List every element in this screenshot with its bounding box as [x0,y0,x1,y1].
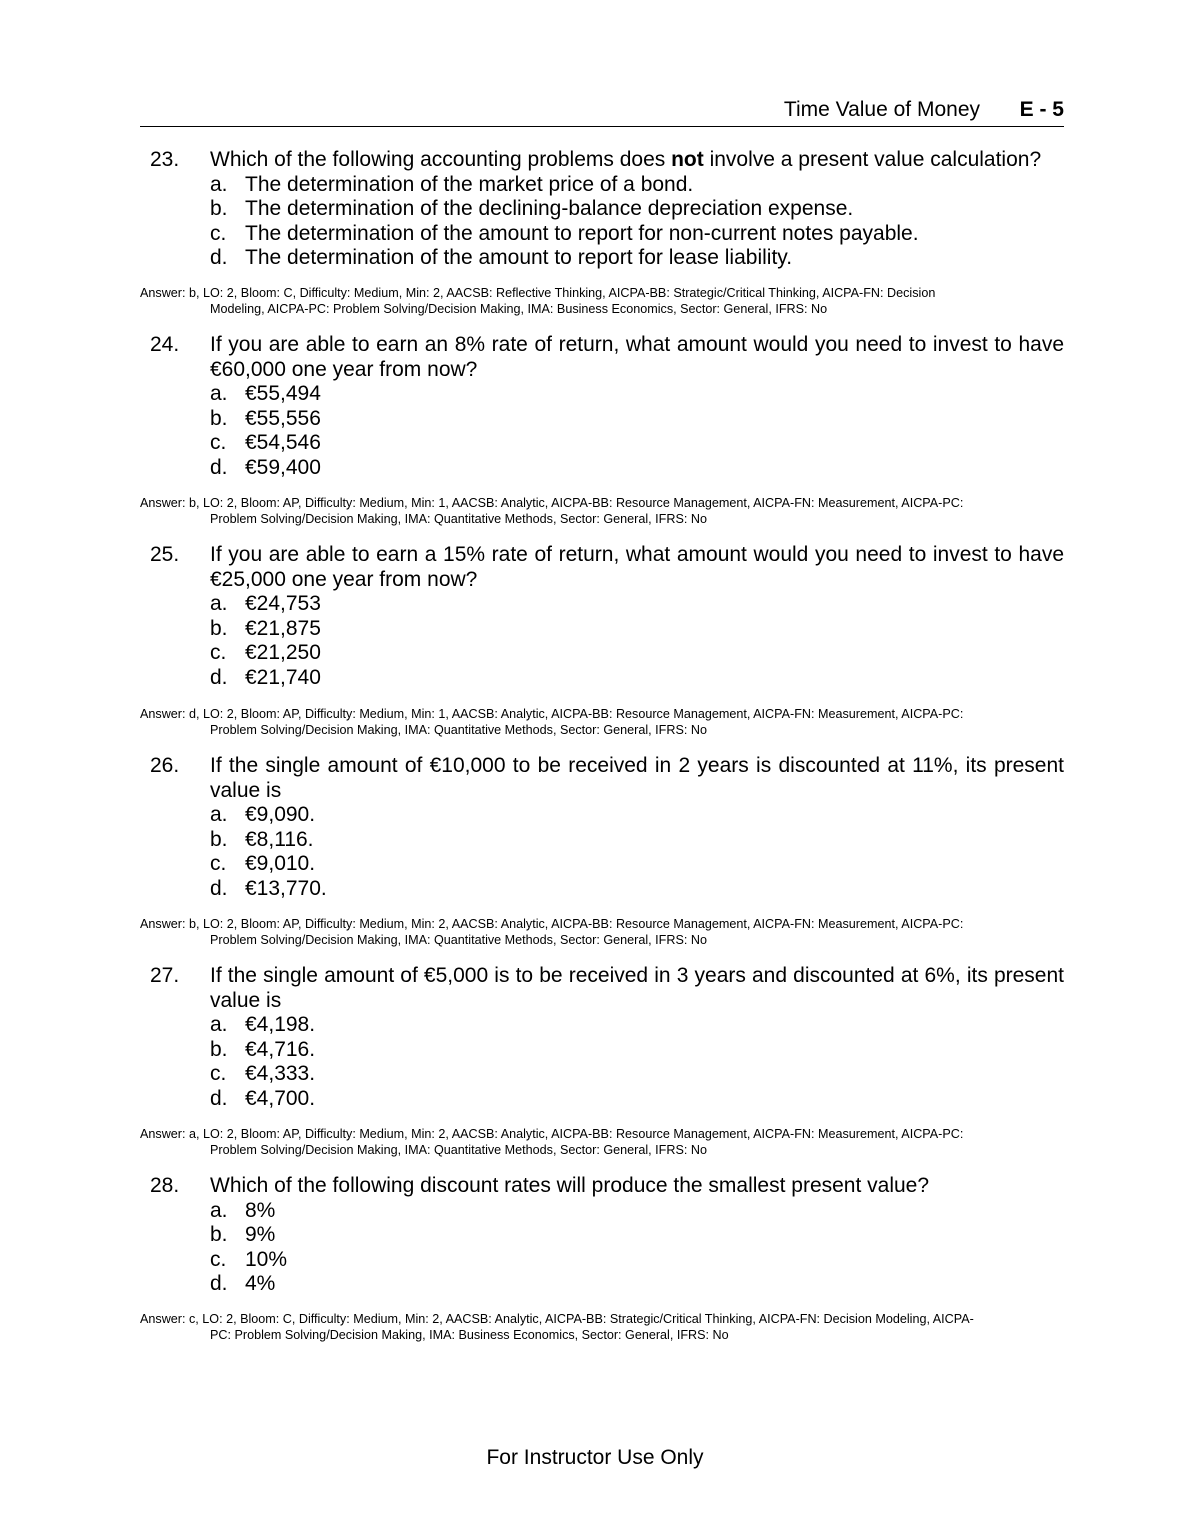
question-text: If the single amount of €5,000 is to be received in 3 years and discounted at 6%, its present value is [210,964,1064,1012]
option-c: c. The determination of the amount to report for non-current notes payable. [210,221,919,245]
option-b: b. The determination of the declining-balance depreciation expense. [210,197,854,221]
option-c: c. €9,010. [210,852,316,876]
header-title: Time Value of Money [783,98,980,121]
question-text: Which of the following accounting problems does not involve a present value calculation? [210,148,1042,171]
question-number: 23. [150,148,180,171]
question-23 [140,148,1064,271]
option-b: b. €8,116. [210,827,314,851]
answer-meta: Answer: b, LO: 2, Bloom: AP, Difficulty: Medium, Min: 2, AACSB: Analytic, AICPA-BB: Resource Management, AICPA-FN: Measurement, AICPA-PC: Problem Solving/Decision Making, IMA: Quantitative Methods, Sector: General, IFRS: No [140,917,964,947]
page-number: E - 5 [1019,98,1064,121]
option-d: d. €4,700. [210,1086,316,1110]
option-d: d. €13,770. [210,876,327,900]
question-number: 27. [150,964,180,987]
question-number: 28. [150,1174,180,1197]
option-a: a. 8% [210,1198,276,1222]
question-number: 24. [150,333,180,356]
question-27 [140,964,1064,1112]
option-c: c. €4,333. [210,1062,316,1086]
question-28 [140,1174,1064,1297]
option-b: b. 9% [210,1223,276,1247]
option-a: a. The determination of the market price of a bond. [210,172,694,196]
answer-meta: Answer: b, LO: 2, Bloom: C, Difficulty: Medium, Min: 2, AACSB: Reflective Thinking, AICPA-BB: Strategic/Critical Thinking, AICPA-FN: Decision Modeling, AICPA-PC: Problem Solving/Decision Making, IMA: Business Economics, Sector: General, IFRS: No [140,286,936,316]
answer-meta: Answer: b, LO: 2, Bloom: AP, Difficulty: Medium, Min: 1, AACSB: Analytic, AICPA-BB: Resource Management, AICPA-FN: Measurement, AICPA-PC: Problem Solving/Decision Making, IMA: Quantitative Methods, Sector: General, IFRS: No [140,496,964,526]
question-24 [140,333,1064,481]
option-b: b. €4,716. [210,1037,316,1061]
option-a: a. €4,198. [210,1013,316,1037]
option-d: d. The determination of the amount to report for lease liability. [210,246,793,270]
question-number: 26. [150,754,180,777]
option-d: d. 4% [210,1272,276,1296]
option-a: a. €55,494 [210,382,321,406]
option-c: c. 10% [210,1247,288,1271]
option-d: d. €59,400 [210,455,321,479]
question-text: Which of the following discount rates will produce the smallest present value? [210,1174,930,1197]
option-a: a. €24,753 [210,592,321,616]
answer-meta: Answer: d, LO: 2, Bloom: AP, Difficulty: Medium, Min: 1, AACSB: Analytic, AICPA-BB: Resource Management, AICPA-FN: Measurement, AICPA-PC: Problem Solving/Decision Making, IMA: Quantitative Methods, Sector: General, IFRS: No [140,707,964,737]
question-text: If you are able to earn an 8% rate of return, what amount would you need to invest to have €60,000 one year from now? [210,333,1064,381]
answer-meta: Answer: c, LO: 2, Bloom: C, Difficulty: Medium, Min: 2, AACSB: Analytic, AICPA-BB: Strategic/Critical Thinking, AICPA-FN: Decision Modeling, AICPA- PC: Problem Solving/Decision Making, IMA: Business Economics, Sector: General, IFRS: No [140,1312,974,1342]
question-text: If the single amount of €10,000 to be received in 2 years is discounted at 11%, its present value is [210,754,1064,802]
question-number: 25. [150,543,180,566]
option-b: b. €55,556 [210,406,321,430]
question-25 [140,543,1064,691]
page-footer: For Instructor Use Only [486,1446,704,1469]
question-text: If you are able to earn a 15% rate of return, what amount would you need to invest to have €25,000 one year from now? [210,543,1064,591]
option-a: a. €9,090. [210,803,316,827]
option-c: c. €54,546 [210,431,321,455]
option-d: d. €21,740 [210,665,321,689]
answer-meta: Answer: a, LO: 2, Bloom: AP, Difficulty: Medium, Min: 2, AACSB: Analytic, AICPA-BB: Resource Management, AICPA-FN: Measurement, AICPA-PC: Problem Solving/Decision Making, IMA: Quantitative Methods, Sector: General, IFRS: No [140,1127,964,1157]
question-26 [140,754,1064,902]
option-c: c. €21,250 [210,641,321,665]
page-header [140,96,1064,127]
option-b: b. €21,875 [210,616,321,640]
